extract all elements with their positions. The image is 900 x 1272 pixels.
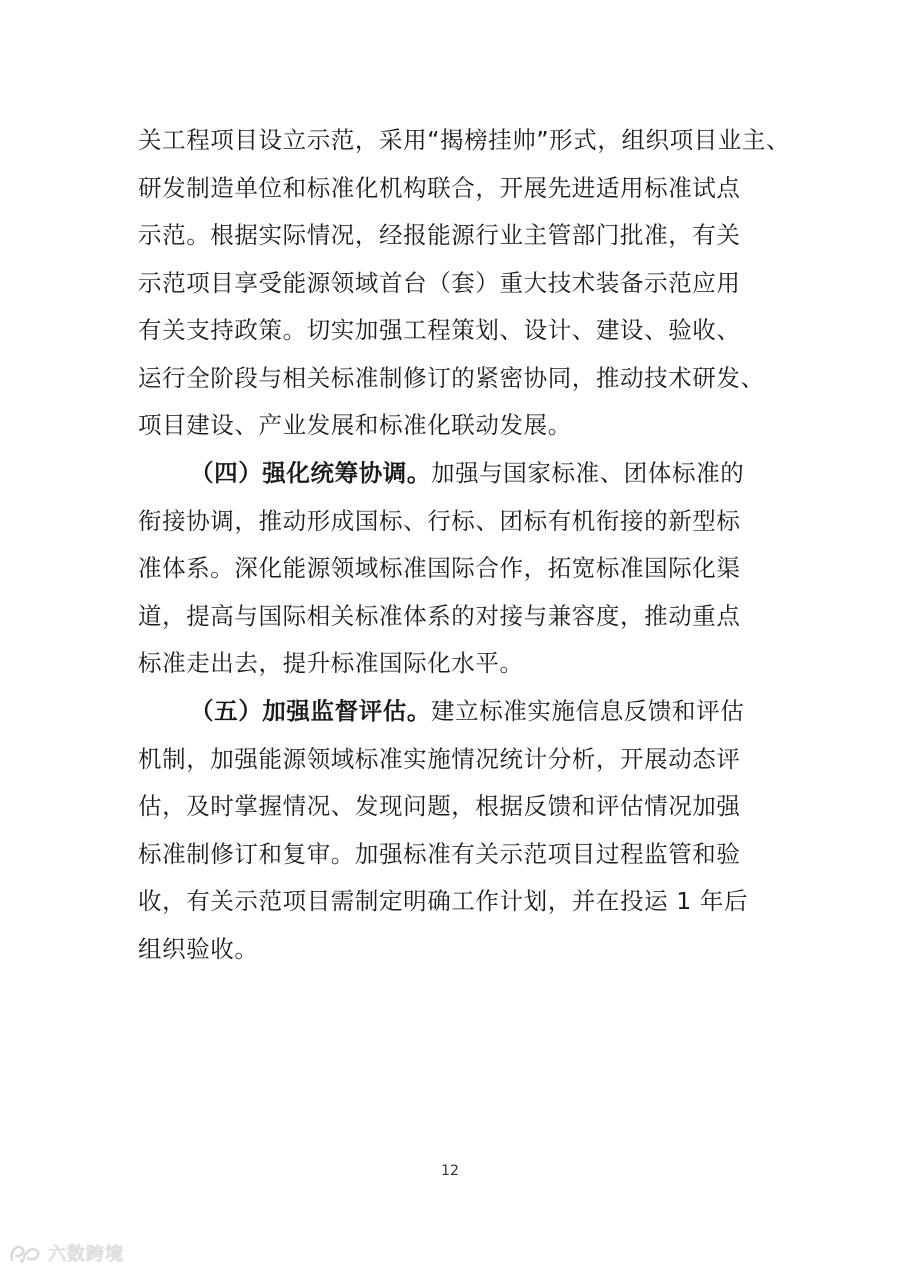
text-line: 标准走出去，提升标准国际化水平。	[138, 649, 524, 677]
text-line: 估，及时掌握情况、发现问题，根据反馈和评估情况加强	[138, 792, 741, 820]
text-line: 标准制修订和复审。加强标准有关示范项目过程监管和验	[138, 839, 741, 868]
text-line: 运行全阶段与相关标准制修订的紧密协同，推动技术研发、	[138, 363, 765, 392]
text-line: 项目建设、产业发展和标准化联动发展。	[138, 411, 572, 439]
section-heading: （四）强化统筹协调。	[190, 459, 431, 487]
paragraph-1	[138, 117, 791, 450]
watermark-text: 六数跨境	[48, 1244, 124, 1265]
paragraph-first-line	[138, 688, 778, 736]
text-line: 有关支持政策。切实加强工程策划、设计、建设、验收、	[138, 316, 741, 344]
watermark	[8, 1238, 124, 1268]
paragraph-first-line	[138, 450, 778, 498]
page-number: 12	[441, 1163, 459, 1179]
text-line: 机制，加强能源领域标准实施情况统计分析，开展动态评	[138, 744, 741, 773]
text-line: 道，提高与国际相关标准体系的对接与兼容度，推动重点	[138, 601, 741, 630]
text-line: 收，有关示范项目需制定明确工作计划，并在投运 1 年后	[138, 887, 749, 915]
paragraph-3	[138, 688, 778, 973]
text-line: 示范项目享受能源领域首台（套）重大技术装备示范应用	[138, 268, 741, 297]
section-heading: （五）加强监督评估。	[190, 697, 431, 725]
text-run: 加强与国家标准、团体标准的	[431, 459, 745, 487]
text-run: 建立标准实施信息反馈和评估	[431, 697, 745, 725]
text-line: 关工程项目设立示范，采用“揭榜挂帅”形式，组织项目业主、	[138, 126, 791, 154]
text-line: 准体系。深化能源领域标准国际合作，拓宽标准国际化渠	[138, 554, 741, 582]
paragraph-2	[138, 450, 778, 688]
text-line: 研发制造单位和标准化机构联合，开展先进适用标准试点	[138, 173, 741, 202]
watermark-logo-icon	[8, 1240, 42, 1266]
text-line: 示范。根据实际情况，经报能源行业主管部门批准，有关	[138, 221, 741, 249]
text-line: 组织验收。	[138, 934, 259, 963]
text-line: 衔接协调，推动形成国标、行标、团标有机衔接的新型标	[138, 506, 741, 535]
